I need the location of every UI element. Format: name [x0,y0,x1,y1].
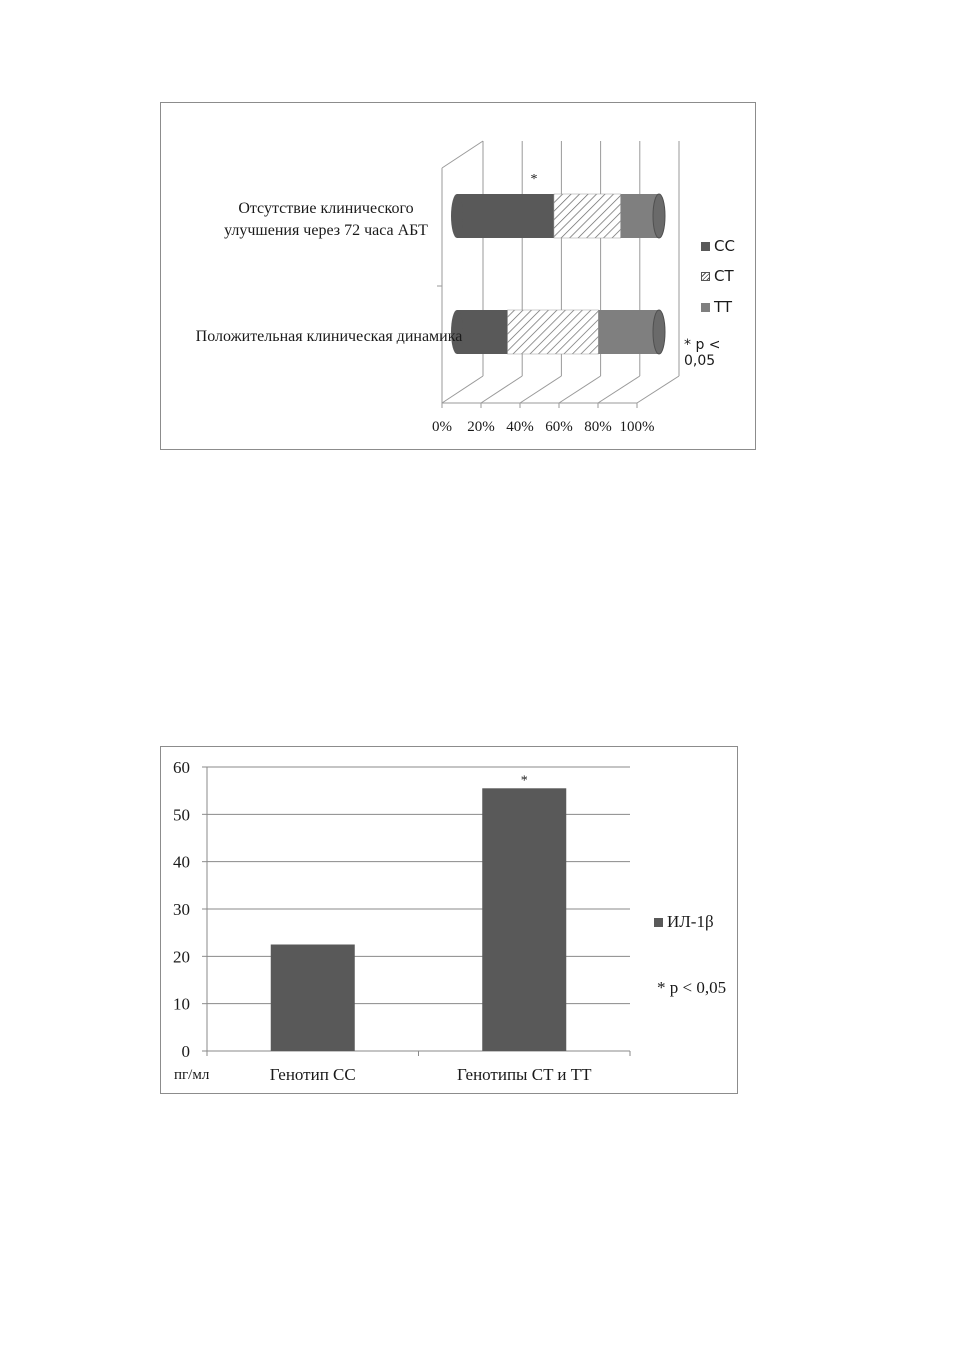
legend-swatch-tt [701,303,710,312]
chart1-legend-label-cc: CC [714,237,735,255]
chart2-x-tick-label: Генотип CC [269,1065,356,1084]
chart2-y-tick-label: 20 [173,947,190,967]
legend-swatch-ct [701,272,710,281]
genotype-outcome-chart [160,102,756,450]
chart2-y-tick-label: 0 [181,1042,190,1061]
chart1-cylinder-end-cap [653,194,665,238]
chart1-floor-line [481,376,522,403]
chart2-y-tick-label: 30 [173,900,190,919]
chart1-category-label-0: Отсутствие клинического улучшения через 72 часа АБТ [224,200,428,239]
chart2-x-tick-label: Генотипы CT и TT [456,1065,592,1084]
chart1-floor-line [520,376,561,403]
chart2-y-tick-label: 10 [173,994,190,1014]
chart1-significance-note: * p < 0,05 [684,337,721,369]
chart1-floor-line [442,376,483,403]
chart1-legend-item-cc [701,237,735,255]
chart2-y-tick-label: 50 [173,805,190,825]
chart1-x-tick-label: 20% [467,419,495,435]
chart2-plot [161,747,737,1093]
chart1-x-tick-label: 40% [506,419,534,435]
chart1-legend-item-ct [701,267,734,285]
chart1-x-tick-label: 60% [545,419,573,435]
chart1-x-tick-label: 100% [619,419,655,435]
chart1-significance-star: * [530,172,538,187]
chart1-bar-segment-ct [508,310,599,354]
legend-swatch-cc [701,242,710,251]
chart2-bar [271,945,355,1052]
chart1-floor-line [637,376,679,403]
chart1-x-tick-label: 0% [432,419,452,435]
chart1-bar-segment-ct [554,194,621,238]
chart2-y-tick-label: 40 [173,852,190,872]
chart1-bar-segment-cc [457,194,554,238]
chart2-significance-note: * p < 0,05 [657,978,727,997]
chart2-legend-item [654,912,714,932]
chart1-bar-segment-tt [598,310,659,354]
chart1-floor-line [559,376,601,403]
chart2-legend-label: ИЛ-1β [667,912,714,931]
chart1-cylinder-left-cap [451,194,463,238]
chart1-floor-line [598,376,640,403]
chart1-x-tick-label: 80% [584,419,612,435]
chart2-y-tick-label: 60 [173,758,190,777]
chart1-legend-item-tt [701,298,732,316]
chart1-cylinder-end-cap [653,310,665,354]
il1b-chart [160,746,738,1094]
chart1-legend-label-ct: CT [714,267,734,285]
chart1-plot [161,103,755,449]
chart2-unit-label: пг/мл [174,1067,210,1083]
chart1-legend-label-tt: TT [714,298,733,316]
chart1-category-label-1: Положительная клиническая динамика [195,328,463,345]
chart2-bar [482,788,566,1051]
chart2-significance-star: * [520,773,528,789]
chart1-left-wall-top [442,141,483,168]
legend-swatch-il1b [654,918,663,927]
